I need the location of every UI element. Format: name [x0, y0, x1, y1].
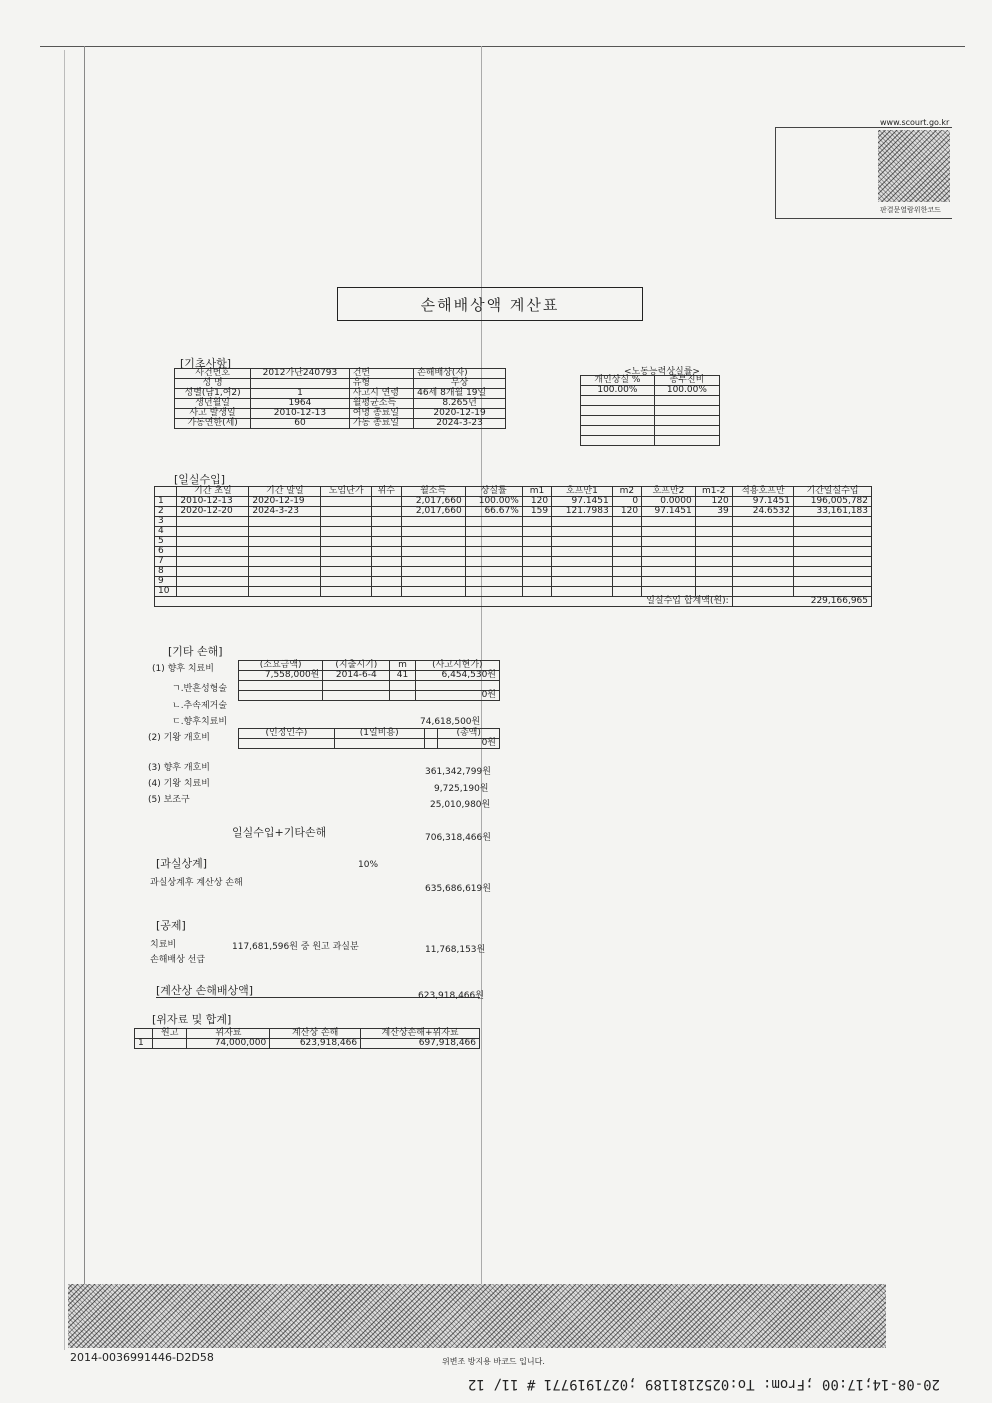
fault-value: 635,686,619원	[425, 884, 491, 894]
final-label: [계산상 손해배상액]	[156, 984, 254, 997]
basic-row: 사고 발생일 2010-12-13 여명 종료일 2020-12-19	[175, 409, 506, 419]
page-title: 손해배상액 계산표	[337, 287, 643, 321]
item1c-label: ㄷ.향후치료비	[172, 717, 228, 727]
basic-row: 생년월일 1964 월평균소득 8.265년	[175, 399, 506, 409]
table-row: 4	[155, 527, 872, 537]
fault-label: 과실상계후 계산상 손해	[150, 878, 243, 888]
site-url: www.scourt.go.kr	[880, 118, 950, 127]
table-row: 8	[155, 567, 872, 577]
item5-value: 25,010,980원	[430, 800, 491, 810]
anti-forgery-barcode-icon	[68, 1284, 886, 1348]
income-total: 229,166,965	[732, 597, 871, 607]
document-id: 2014-0036991446-D2D58	[70, 1351, 214, 1364]
basic-section-title: [기초사항]	[180, 357, 232, 370]
table-row: 10	[155, 587, 872, 597]
table-row: 6	[155, 547, 872, 557]
income-total-row: 일실수입 합계액(원): 229,166,965	[155, 597, 872, 607]
item5-label: (5) 보조구	[148, 795, 190, 805]
item3-label: (3) 향후 개호비	[148, 763, 210, 773]
item1b-label: ㄴ.추속제거술	[172, 701, 228, 711]
sum-value: 706,318,466원	[425, 833, 491, 843]
table-row: 7	[155, 557, 872, 567]
basic-info-table	[174, 368, 506, 429]
basic-row: 사건번호 2012가단240793 건번 손해배상(자)	[175, 369, 506, 379]
deduct-value1: 11,768,153원	[425, 945, 486, 955]
sum-label: 일실수입+기타손해	[232, 826, 327, 839]
basic-row: 성별(남1,여2) 1 사고시 연령 46세 8개월 19일	[175, 389, 506, 399]
deduct-text1: 117,681,596원 중 원고 과실분	[232, 942, 359, 952]
labor-caption: <노동능력상실률>	[624, 367, 700, 377]
basic-row: 성 명 유형 무상	[175, 379, 506, 389]
other-section-title: [기타 손해]	[168, 645, 223, 658]
table-row: 9	[155, 577, 872, 587]
table-row: 1 74,000,000 623,918,466 697,918,466	[135, 1039, 480, 1049]
basic-row: 가동연한(세) 60 가동 종료일 2024-3-23	[175, 419, 506, 429]
final-value: 623,918,466원	[418, 991, 484, 1001]
deduct-section-title: [공제]	[156, 919, 186, 932]
consol-table: 원고 위자료 계산상 손해 계산상손해+위자료 1 74,000,000 623,918,466 697,918,466	[134, 1028, 480, 1049]
fax-header-line: 20-08-14;17:00 ;From: To:0252181189 ;0271919771 # 11/ 12	[467, 1376, 940, 1392]
table-row: 1 2010-12-13 2020-12-19 2,017,660 100.00% 120 97.1451 0 0.0000 120 97.1451 196,005,782	[155, 497, 872, 507]
item4-label: (4) 기왕 치료비	[148, 779, 210, 789]
income-header-row: 기간 초일 기간 말일 노임단가 위수 월소득 상실률 m1 호프만1 m2 호프만2 m1-2 적용호프만 기간일실수입	[155, 487, 872, 497]
item2-label: (2) 기왕 개호비	[148, 733, 210, 743]
labor-loss-table: 개인상실 % 종부진비 100.00% 100.00%	[580, 375, 720, 446]
top-border	[40, 46, 965, 47]
item3-value: 361,342,799원	[425, 767, 491, 777]
treatment-table: (소요금액) (지출시기) m (사고시현가) 7,558,000원 2014-6-4 41 6,454,530원 0원	[238, 660, 500, 701]
lost-income-table	[154, 486, 872, 607]
item4-value: 9,725,190원	[434, 784, 489, 794]
qr-code-icon	[878, 130, 950, 202]
deduct-label1: 치료비	[150, 940, 177, 950]
table-row: 3	[155, 517, 872, 527]
fault-section-title: [과실상계]	[156, 857, 208, 870]
past-care-table: (인정인수) (1일비용) (총액) 0원	[238, 728, 500, 749]
consol-section-title: [위자료 및 합계]	[152, 1013, 232, 1026]
left-margin-line	[84, 46, 85, 1346]
barcode-note: 위변조 방지용 바코드 입니다.	[442, 1357, 545, 1366]
deduct-label2: 손해배상 선급	[150, 955, 206, 965]
qr-caption: 판결문열람위한코드	[880, 206, 941, 214]
item1-label: (1) 향후 치료비	[152, 664, 214, 674]
income-section-title: [일실수입]	[174, 473, 226, 486]
item1a-label: ㄱ.반흔성형술	[172, 684, 228, 694]
left-margin-line-2	[64, 50, 65, 1350]
fault-rate: 10%	[358, 860, 379, 870]
table-row: 5	[155, 537, 872, 547]
item1c-value: 74,618,500원	[420, 717, 481, 727]
table-row: 2 2020-12-20 2024-3-23 2,017,660 66.67% 159 121.7983 120 97.1451 39 24.6532 33,161,183	[155, 507, 872, 517]
